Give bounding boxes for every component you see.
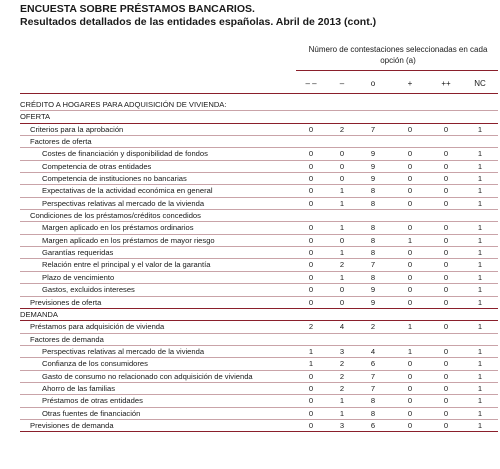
- cell-value: 9: [370, 297, 376, 307]
- cell-value: 0: [443, 371, 449, 381]
- cell-value: 0: [407, 260, 413, 270]
- cell-value: 0: [443, 408, 449, 418]
- cell-value: 8: [370, 408, 376, 418]
- row-label: CRÉDITO A HOGARES PARA ADQUISICIÓN DE VIVIENDA:: [20, 100, 227, 109]
- row-label: Plazo de vencimiento: [42, 272, 115, 282]
- row-label: Relación entre el principal y el valor de la garantía: [42, 260, 211, 270]
- table-row: [20, 161, 498, 173]
- cell-value: 0: [308, 235, 314, 245]
- cell-value: 1: [477, 272, 483, 282]
- cell-value: 4: [370, 346, 376, 356]
- column-header-5: NC: [474, 79, 486, 88]
- table-row: [20, 259, 498, 271]
- cell-value: 8: [370, 248, 376, 258]
- row-label: Perspectivas relativas al mercado de la vivienda: [42, 198, 205, 208]
- cell-value: 1: [339, 198, 345, 208]
- cell-value: 1: [339, 248, 345, 258]
- cell-value: 9: [370, 174, 376, 184]
- table-row: [20, 173, 498, 185]
- cell-value: 0: [339, 161, 345, 171]
- cell-value: 4: [339, 322, 345, 332]
- cell-value: 9: [370, 161, 376, 171]
- table-row: [20, 124, 498, 136]
- cell-value: 1: [477, 198, 483, 208]
- cell-value: 8: [370, 272, 376, 282]
- cell-value: 1: [477, 223, 483, 233]
- cell-value: 0: [407, 198, 413, 208]
- cell-value: 0: [443, 223, 449, 233]
- cell-value: 0: [443, 322, 449, 332]
- cell-value: 0: [443, 248, 449, 258]
- row-label: Préstamos de otras entidades: [42, 396, 143, 406]
- row-label: DEMANDA: [20, 309, 58, 319]
- cell-value: 1: [477, 260, 483, 270]
- cell-value: 0: [443, 346, 449, 356]
- cell-value: 7: [370, 124, 376, 134]
- cell-value: 0: [407, 174, 413, 184]
- cell-value: 0: [407, 396, 413, 406]
- table-row: [20, 185, 498, 197]
- table-row: [20, 111, 498, 123]
- cell-value: 1: [477, 235, 483, 245]
- cell-value: 1: [477, 174, 483, 184]
- row-label: Otras fuentes de financiación: [42, 408, 141, 418]
- cell-value: 1: [477, 248, 483, 258]
- cell-value: 0: [443, 396, 449, 406]
- cell-value: 6: [370, 420, 376, 430]
- cell-value: 1: [308, 346, 314, 356]
- cell-value: 0: [407, 383, 413, 393]
- cell-value: 1: [339, 408, 345, 418]
- cell-value: 0: [308, 297, 314, 307]
- row-label: Perspectivas relativas al mercado de la vivienda: [42, 346, 205, 356]
- cell-value: 0: [443, 235, 449, 245]
- cell-value: 1: [407, 346, 413, 356]
- cell-value: 1: [477, 161, 483, 171]
- cell-value: 0: [407, 272, 413, 282]
- row-label: Préstamos para adquisición de vivienda: [30, 322, 165, 332]
- table-row: [20, 346, 498, 358]
- header-note: Número de contestaciones seleccionadas en cada opción (a): [308, 45, 488, 65]
- column-header-2: o: [370, 79, 376, 88]
- table-row: [20, 247, 498, 259]
- row-label: Margen aplicado en los préstamos ordinarios: [42, 223, 194, 233]
- table-row: [20, 235, 498, 247]
- cell-value: 0: [339, 235, 345, 245]
- column-header-1: –: [339, 79, 345, 88]
- cell-value: 1: [339, 272, 345, 282]
- cell-value: 0: [308, 186, 314, 196]
- cell-value: 2: [339, 260, 345, 270]
- table-row: [20, 395, 498, 407]
- cell-value: 1: [339, 396, 345, 406]
- cell-value: 9: [370, 285, 376, 295]
- cell-value: 0: [407, 149, 413, 159]
- cell-value: 1: [477, 149, 483, 159]
- cell-value: 0: [443, 186, 449, 196]
- row-label: OFERTA: [20, 112, 51, 122]
- row-label: Condiciones de los préstamos/créditos concedidos: [30, 211, 201, 221]
- header-rule-top: [296, 70, 498, 71]
- table-row: [20, 358, 498, 370]
- cell-value: 0: [407, 223, 413, 233]
- cell-value: 0: [443, 420, 449, 430]
- cell-value: 8: [370, 396, 376, 406]
- row-label: Ahorro de las familias: [42, 383, 116, 393]
- cell-value: 0: [443, 383, 449, 393]
- cell-value: 0: [443, 149, 449, 159]
- cell-value: 2: [308, 322, 314, 332]
- cell-value: 0: [443, 161, 449, 171]
- cell-value: 0: [407, 124, 413, 134]
- cell-value: 0: [443, 124, 449, 134]
- cell-value: 0: [308, 420, 314, 430]
- table-row: [20, 420, 498, 432]
- cell-value: 0: [339, 149, 345, 159]
- cell-value: 6: [370, 359, 376, 369]
- table-row: [20, 136, 498, 148]
- cell-value: 1: [477, 396, 483, 406]
- cell-value: 0: [308, 272, 314, 282]
- cell-value: 0: [308, 198, 314, 208]
- cell-value: 1: [477, 420, 483, 430]
- cell-value: 7: [370, 383, 376, 393]
- table-row: [20, 272, 498, 284]
- cell-value: 0: [308, 174, 314, 184]
- cell-value: 0: [407, 359, 413, 369]
- cell-value: 1: [339, 223, 345, 233]
- title-line-1: ENCUESTA SOBRE PRÉSTAMOS BANCARIOS.: [20, 3, 255, 15]
- header-rule-bottom: [20, 93, 498, 94]
- cell-value: 0: [339, 297, 345, 307]
- row-label: Previsiones de demanda: [30, 420, 114, 430]
- cell-value: 0: [308, 408, 314, 418]
- row-label: Competencia de instituciones no bancarias: [42, 174, 187, 184]
- cell-value: 0: [308, 383, 314, 393]
- results-table: [20, 99, 498, 432]
- table-row: [20, 408, 498, 420]
- cell-value: 2: [339, 359, 345, 369]
- table-row: [20, 383, 498, 395]
- table-row: [20, 198, 498, 210]
- cell-value: 2: [339, 371, 345, 381]
- cell-value: 2: [370, 322, 376, 332]
- cell-value: 1: [477, 346, 483, 356]
- cell-value: 1: [477, 408, 483, 418]
- cell-value: 0: [407, 371, 413, 381]
- cell-value: 7: [370, 260, 376, 270]
- cell-value: 0: [407, 186, 413, 196]
- cell-value: 3: [339, 346, 345, 356]
- column-header-0: – –: [305, 79, 317, 88]
- cell-value: 0: [443, 260, 449, 270]
- cell-value: 2: [339, 124, 345, 134]
- table-row: [20, 321, 498, 333]
- table-row: [20, 297, 498, 309]
- cell-value: 0: [443, 272, 449, 282]
- cell-value: 1: [477, 285, 483, 295]
- cell-value: 8: [370, 223, 376, 233]
- cell-value: 9: [370, 149, 376, 159]
- row-label: Margen aplicado en los préstamos de mayor riesgo: [42, 235, 215, 245]
- row-label: Criterios para la aprobación: [30, 124, 124, 134]
- cell-value: 1: [308, 359, 314, 369]
- cell-value: 1: [477, 186, 483, 196]
- cell-value: 1: [477, 124, 483, 134]
- table-row: [20, 99, 498, 111]
- cell-value: 0: [308, 371, 314, 381]
- row-label: Confianza de los consumidores: [42, 359, 148, 369]
- cell-value: 0: [407, 248, 413, 258]
- cell-value: 0: [308, 285, 314, 295]
- cell-value: 1: [477, 383, 483, 393]
- table-row: [20, 309, 498, 321]
- cell-value: 8: [370, 198, 376, 208]
- row-label: Garantías requeridas: [42, 248, 114, 258]
- cell-value: 0: [407, 297, 413, 307]
- row-label: Competencia de otras entidades: [42, 161, 152, 171]
- cell-value: 0: [339, 285, 345, 295]
- row-label: Costes de financiación y disponibilidad de fondos: [42, 149, 208, 159]
- cell-value: 0: [443, 174, 449, 184]
- cell-value: 8: [370, 235, 376, 245]
- row-label: Previsiones de oferta: [30, 297, 102, 307]
- cell-value: 0: [308, 396, 314, 406]
- row-label: Expectativas de la actividad económica en general: [42, 186, 213, 196]
- table-row: [20, 210, 498, 222]
- cell-value: 0: [443, 297, 449, 307]
- table-row: [20, 284, 498, 296]
- row-label: Factores de demanda: [30, 334, 104, 344]
- cell-value: 0: [443, 359, 449, 369]
- cell-value: 3: [339, 420, 345, 430]
- cell-value: 2: [339, 383, 345, 393]
- cell-value: 1: [477, 359, 483, 369]
- cell-value: 1: [477, 297, 483, 307]
- cell-value: 0: [443, 198, 449, 208]
- report-title: [20, 3, 376, 29]
- cell-value: 0: [407, 161, 413, 171]
- cell-value: 1: [407, 235, 413, 245]
- cell-value: 0: [308, 248, 314, 258]
- cell-value: 0: [308, 161, 314, 171]
- column-header-4: ++: [441, 79, 451, 88]
- cell-value: 0: [407, 420, 413, 430]
- column-header-3: +: [407, 79, 413, 88]
- table-row: [20, 148, 498, 160]
- table-row: [20, 222, 498, 234]
- cell-value: 1: [477, 322, 483, 332]
- row-label: Gasto de consumo no relacionado con adquisición de vivienda: [42, 371, 253, 381]
- cell-value: 0: [308, 260, 314, 270]
- cell-value: 1: [339, 186, 345, 196]
- cell-value: 0: [443, 285, 449, 295]
- row-label: Gastos, excluidos intereses: [42, 285, 135, 295]
- title-line-2: Resultados detallados de las entidades españolas. Abril de 2013 (cont.): [20, 16, 377, 28]
- cell-value: 0: [339, 174, 345, 184]
- cell-value: 0: [407, 408, 413, 418]
- cell-value: 0: [407, 285, 413, 295]
- cell-value: 0: [308, 124, 314, 134]
- cell-value: 1: [477, 371, 483, 381]
- cell-value: 7: [370, 371, 376, 381]
- cell-value: 1: [407, 322, 413, 332]
- cell-value: 0: [308, 223, 314, 233]
- table-row: [20, 334, 498, 346]
- row-label: Factores de oferta: [30, 137, 92, 147]
- cell-value: 8: [370, 186, 376, 196]
- table-row: [20, 371, 498, 383]
- cell-value: 0: [308, 149, 314, 159]
